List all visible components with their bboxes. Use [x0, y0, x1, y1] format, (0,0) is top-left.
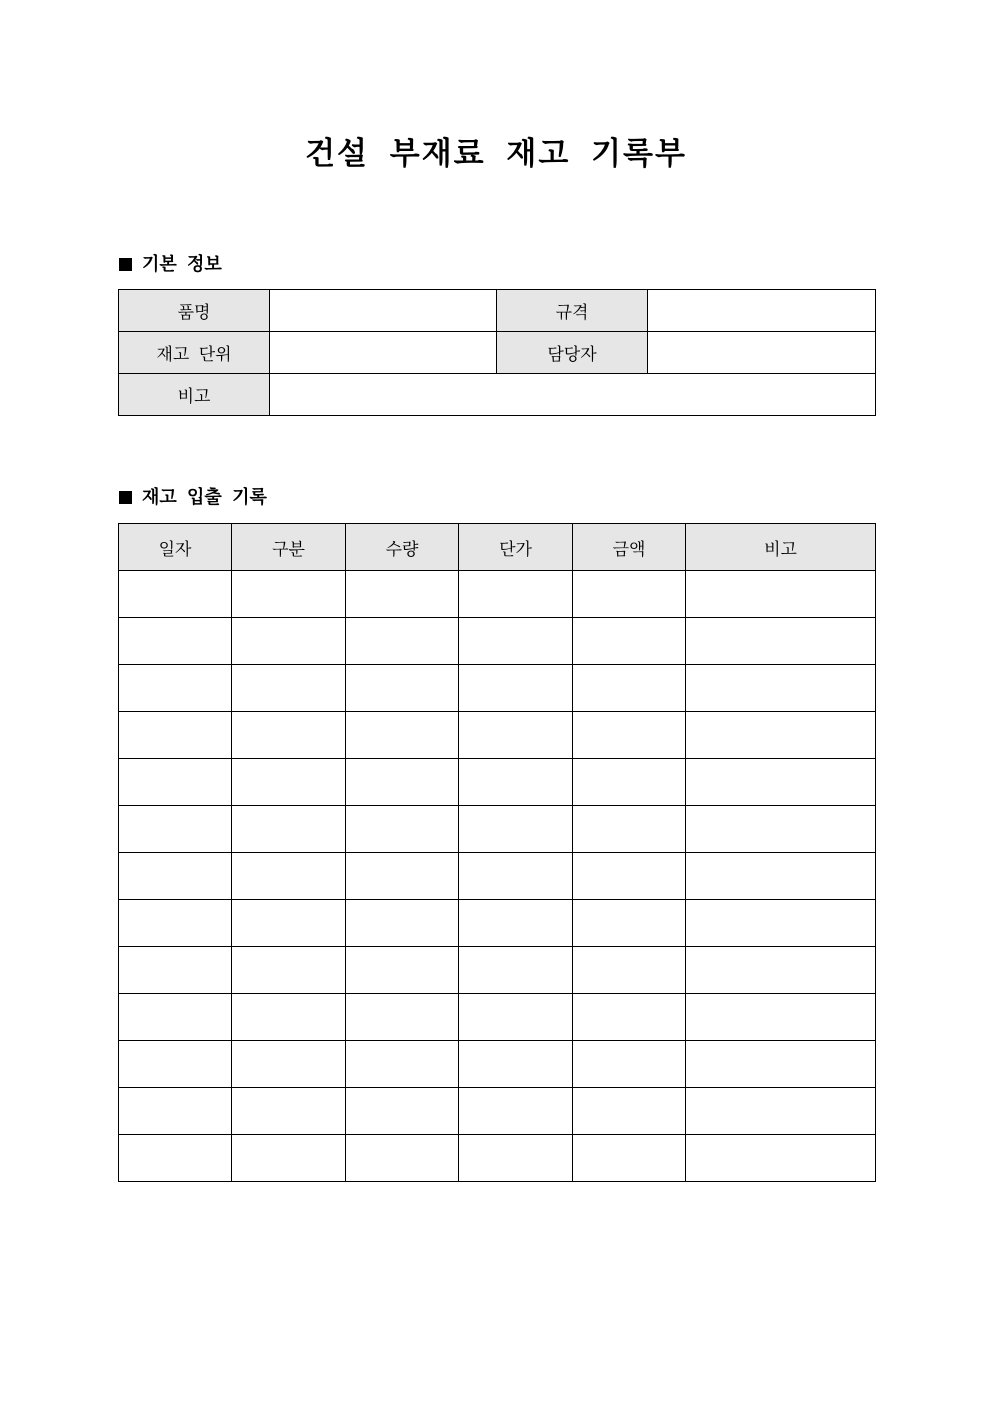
record-cell[interactable]	[573, 806, 686, 853]
record-cell[interactable]	[119, 994, 232, 1041]
record-cell[interactable]	[686, 1041, 876, 1088]
item-name-label: 품명	[119, 290, 270, 332]
square-bullet-icon	[119, 491, 132, 504]
column-header-type: 구분	[232, 524, 346, 571]
table-row	[119, 806, 876, 853]
record-cell[interactable]	[346, 759, 459, 806]
record-cell[interactable]	[346, 900, 459, 947]
basic-info-table	[118, 289, 876, 416]
record-cell[interactable]	[573, 900, 686, 947]
record-cell[interactable]	[346, 571, 459, 618]
record-cell[interactable]	[232, 712, 346, 759]
record-cell[interactable]	[232, 571, 346, 618]
manager-field[interactable]	[648, 332, 876, 374]
record-cell[interactable]	[573, 571, 686, 618]
record-cell[interactable]	[459, 712, 573, 759]
table-row	[119, 1041, 876, 1088]
records-body	[119, 571, 876, 1182]
record-cell[interactable]	[686, 853, 876, 900]
record-cell[interactable]	[459, 1041, 573, 1088]
section-heading-text: 재고 입출 기록	[142, 487, 267, 508]
record-cell[interactable]	[686, 806, 876, 853]
table-row	[119, 994, 876, 1041]
record-cell[interactable]	[686, 900, 876, 947]
record-cell[interactable]	[119, 853, 232, 900]
record-cell[interactable]	[119, 665, 232, 712]
table-row	[119, 665, 876, 712]
record-cell[interactable]	[232, 618, 346, 665]
record-cell[interactable]	[232, 806, 346, 853]
table-header-row	[119, 524, 876, 571]
table-row	[119, 332, 876, 374]
stock-records-table	[118, 523, 876, 1182]
table-row	[119, 618, 876, 665]
record-cell[interactable]	[459, 806, 573, 853]
record-cell[interactable]	[573, 994, 686, 1041]
record-cell[interactable]	[459, 1088, 573, 1135]
record-cell[interactable]	[346, 1088, 459, 1135]
record-cell[interactable]	[573, 947, 686, 994]
record-cell[interactable]	[686, 1088, 876, 1135]
record-cell[interactable]	[573, 853, 686, 900]
record-cell[interactable]	[346, 947, 459, 994]
record-cell[interactable]	[232, 759, 346, 806]
table-row	[119, 374, 876, 416]
table-row	[119, 759, 876, 806]
record-cell[interactable]	[346, 1041, 459, 1088]
section-heading-text: 기본 정보	[142, 254, 222, 275]
record-cell[interactable]	[686, 571, 876, 618]
column-header-quantity: 수량	[346, 524, 459, 571]
record-cell[interactable]	[459, 618, 573, 665]
document-title: 건설 부재료 재고 기록부	[305, 136, 687, 172]
record-cell[interactable]	[573, 665, 686, 712]
record-cell[interactable]	[686, 947, 876, 994]
record-cell[interactable]	[686, 994, 876, 1041]
record-cell[interactable]	[232, 853, 346, 900]
item-name-field[interactable]	[270, 290, 497, 332]
section-heading-records	[119, 486, 267, 510]
record-cell[interactable]	[119, 571, 232, 618]
record-cell[interactable]	[459, 853, 573, 900]
column-header-remarks: 비고	[686, 524, 876, 571]
stock-unit-label: 재고 단위	[119, 332, 270, 374]
record-cell[interactable]	[346, 1135, 459, 1182]
table-row	[119, 900, 876, 947]
record-cell[interactable]	[232, 1135, 346, 1182]
remarks-label: 비고	[119, 374, 270, 416]
record-cell[interactable]	[119, 1088, 232, 1135]
record-cell[interactable]	[119, 1041, 232, 1088]
table-row	[119, 853, 876, 900]
column-header-amount: 금액	[573, 524, 686, 571]
record-cell[interactable]	[573, 712, 686, 759]
record-cell[interactable]	[573, 1041, 686, 1088]
record-cell[interactable]	[686, 712, 876, 759]
table-row	[119, 1088, 876, 1135]
column-header-unit-price: 단가	[459, 524, 573, 571]
manager-label: 담당자	[497, 332, 648, 374]
record-cell[interactable]	[686, 759, 876, 806]
record-cell[interactable]	[573, 1135, 686, 1182]
record-cell[interactable]	[119, 618, 232, 665]
record-cell[interactable]	[232, 900, 346, 947]
record-cell[interactable]	[573, 618, 686, 665]
square-bullet-icon	[119, 258, 132, 271]
record-cell[interactable]	[346, 994, 459, 1041]
record-cell[interactable]	[346, 665, 459, 712]
record-cell[interactable]	[119, 1135, 232, 1182]
record-cell[interactable]	[459, 665, 573, 712]
record-cell[interactable]	[346, 618, 459, 665]
record-cell[interactable]	[459, 900, 573, 947]
column-header-date: 일자	[119, 524, 232, 571]
record-cell[interactable]	[346, 853, 459, 900]
record-cell[interactable]	[119, 947, 232, 994]
record-cell[interactable]	[119, 759, 232, 806]
record-cell[interactable]	[459, 1135, 573, 1182]
spec-label: 규격	[497, 290, 648, 332]
record-cell[interactable]	[459, 759, 573, 806]
record-cell[interactable]	[346, 806, 459, 853]
table-row	[119, 1135, 876, 1182]
record-cell[interactable]	[686, 618, 876, 665]
table-row	[119, 712, 876, 759]
record-cell[interactable]	[459, 571, 573, 618]
record-cell[interactable]	[232, 947, 346, 994]
table-row	[119, 290, 876, 332]
record-cell[interactable]	[459, 947, 573, 994]
stock-unit-field[interactable]	[270, 332, 497, 374]
record-cell[interactable]	[232, 994, 346, 1041]
table-row	[119, 947, 876, 994]
record-cell[interactable]	[686, 665, 876, 712]
record-cell[interactable]	[232, 1041, 346, 1088]
record-cell[interactable]	[346, 712, 459, 759]
record-cell[interactable]	[459, 994, 573, 1041]
record-cell[interactable]	[573, 1088, 686, 1135]
record-cell[interactable]	[119, 712, 232, 759]
table-row	[119, 571, 876, 618]
remarks-field[interactable]	[270, 374, 876, 416]
record-cell[interactable]	[573, 759, 686, 806]
section-heading-basic-info	[119, 253, 222, 277]
record-cell[interactable]	[119, 806, 232, 853]
record-cell[interactable]	[686, 1135, 876, 1182]
spec-field[interactable]	[648, 290, 876, 332]
record-cell[interactable]	[232, 1088, 346, 1135]
record-cell[interactable]	[232, 665, 346, 712]
record-cell[interactable]	[119, 900, 232, 947]
